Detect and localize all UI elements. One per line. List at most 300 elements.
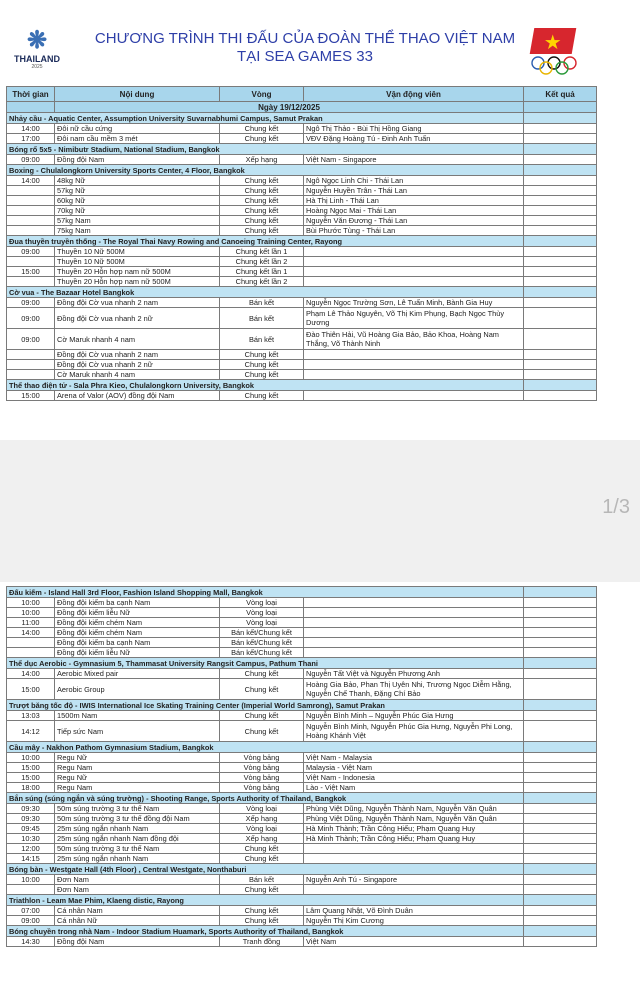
time-cell: 09:00 <box>7 329 55 350</box>
event-cell: Cá nhân Nam <box>55 906 220 916</box>
athletes-cell: Việt Nam - Singapore <box>304 155 524 165</box>
athletes-cell: Việt Nam - Malaysia <box>304 753 524 763</box>
time-cell: 09:00 <box>7 247 55 257</box>
schedule-page-1 <box>0 0 640 440</box>
event-cell: Đồng đội kiếm liễu Nữ <box>55 648 220 658</box>
round-cell: Vòng loại <box>220 608 304 618</box>
result-cell <box>524 176 597 186</box>
time-cell: 10:00 <box>7 598 55 608</box>
athletes-cell <box>304 350 524 360</box>
result-cell <box>524 287 597 298</box>
time-cell: 15:00 <box>7 391 55 401</box>
table-row <box>7 196 597 206</box>
event-cell: Đồng đội kiếm ba cạnh Nam <box>55 598 220 608</box>
time-cell: 15:00 <box>7 267 55 277</box>
venue-label: Cầu mây - Nakhon Pathom Gymnasium Stadium, Bangkok <box>7 742 524 753</box>
venue-label: Thể thao điện tử - Sala Phra Kieo, Chulalongkorn University, Bangkok <box>7 380 524 391</box>
time-cell: 14:00 <box>7 176 55 186</box>
result-cell <box>524 895 597 906</box>
athletes-cell: Ngô Ngọc Linh Chi - Thái Lan <box>304 176 524 186</box>
time-cell <box>7 370 55 380</box>
athletes-cell: Đào Thiên Hải, Vũ Hoàng Gia Bảo, Bảo Khoa, Hoàng Nam Thắng, Võ Thành Ninh <box>304 329 524 350</box>
round-cell: Chung kết <box>220 711 304 721</box>
event-cell: Đồng đội Cờ vua nhanh 2 nam <box>55 350 220 360</box>
time-cell: 11:00 <box>7 618 55 628</box>
time-cell: 15:00 <box>7 763 55 773</box>
event-cell: Cờ Maruk nhanh 4 nam <box>55 370 220 380</box>
venue-row <box>7 380 597 391</box>
event-cell: Đồng đội kiếm ba cạnh Nam <box>55 638 220 648</box>
table-row <box>7 370 597 380</box>
time-cell: 07:00 <box>7 906 55 916</box>
round-cell: Chung kết <box>220 216 304 226</box>
event-cell: Regu Nam <box>55 783 220 793</box>
event-cell: 70kg Nữ <box>55 206 220 216</box>
table-row <box>7 277 597 287</box>
event-cell: 50m súng trường 3 tư thế đồng đội Nam <box>55 814 220 824</box>
time-cell: 14:12 <box>7 721 55 742</box>
result-cell <box>524 814 597 824</box>
result-cell <box>524 844 597 854</box>
round-cell: Chung kết <box>220 196 304 206</box>
time-cell: 14:30 <box>7 937 55 947</box>
result-cell <box>524 598 597 608</box>
table-row <box>7 814 597 824</box>
time-cell <box>7 648 55 658</box>
time-cell: 09:00 <box>7 298 55 308</box>
result-cell <box>524 916 597 926</box>
event-cell: 48kg Nữ <box>55 176 220 186</box>
athletes-cell <box>304 257 524 267</box>
athletes-cell: Nguyễn Tất Việt và Nguyễn Phương Anh <box>304 669 524 679</box>
athletes-cell <box>304 844 524 854</box>
venue-row <box>7 926 597 937</box>
athletes-cell <box>304 628 524 638</box>
table-row <box>7 669 597 679</box>
result-cell <box>524 618 597 628</box>
round-cell: Vòng bảng <box>220 773 304 783</box>
athletes-cell <box>304 391 524 401</box>
event-cell: Đồng đội Cờ vua nhanh 2 nữ <box>55 360 220 370</box>
venue-label: Thể dục Aerobic - Gymnasium 5, Thammasat University Rangsit Campus, Pathum Thani <box>7 658 524 669</box>
event-cell: Đồng đội Nam <box>55 937 220 947</box>
result-cell <box>524 937 597 947</box>
round-cell: Chung kết lần 2 <box>220 277 304 287</box>
result-cell <box>524 608 597 618</box>
column-header: Nội dung <box>55 87 220 102</box>
table-row <box>7 783 597 793</box>
round-cell: Chung kết <box>220 370 304 380</box>
round-cell: Chung kết <box>220 844 304 854</box>
round-cell: Bán kết <box>220 875 304 885</box>
result-cell <box>524 134 597 144</box>
round-cell: Tranh đồng <box>220 937 304 947</box>
event-cell: 60kg Nữ <box>55 196 220 206</box>
day-label: Ngày 19/12/2025 <box>55 102 524 113</box>
time-cell: 09:30 <box>7 814 55 824</box>
table-row <box>7 916 597 926</box>
athletes-cell: Malaysia - Việt Nam <box>304 763 524 773</box>
round-cell: Chung kết <box>220 669 304 679</box>
result-cell <box>524 638 597 648</box>
blank-cell <box>7 102 55 113</box>
result-cell <box>524 391 597 401</box>
athletes-cell: Phạm Lê Thảo Nguyên, Võ Thị Kim Phụng, Bạch Ngọc Thùy Dương <box>304 308 524 329</box>
time-cell <box>7 186 55 196</box>
result-cell <box>524 773 597 783</box>
athletes-cell: Nguyễn Ngọc Trường Sơn, Lê Tuấn Minh, Bành Gia Huy <box>304 298 524 308</box>
result-cell <box>524 804 597 814</box>
thailand-sea-games-logo <box>14 28 60 70</box>
round-cell: Chung kết <box>220 906 304 916</box>
table-row <box>7 875 597 885</box>
result-cell <box>524 267 597 277</box>
venue-row <box>7 742 597 753</box>
venue-row <box>7 700 597 711</box>
round-cell: Vòng bảng <box>220 783 304 793</box>
round-cell: Chung kết <box>220 226 304 236</box>
table-row <box>7 298 597 308</box>
result-cell <box>524 155 597 165</box>
column-header: Thời gian <box>7 87 55 102</box>
athletes-cell <box>304 648 524 658</box>
round-cell: Chung kết <box>220 124 304 134</box>
result-cell <box>524 834 597 844</box>
athletes-cell: Hà Minh Thành; Trần Công Hiếu; Phạm Quang Huy <box>304 824 524 834</box>
venue-row <box>7 658 597 669</box>
result-cell <box>524 196 597 206</box>
event-cell: Arena of Valor (AOV) đồng đội Nam <box>55 391 220 401</box>
athletes-cell <box>304 370 524 380</box>
table-row <box>7 834 597 844</box>
event-cell: Regu Nam <box>55 763 220 773</box>
round-cell: Chung kết lần 1 <box>220 247 304 257</box>
event-cell: Aerobic Mixed pair <box>55 669 220 679</box>
athletes-cell <box>304 277 524 287</box>
athletes-cell: Nguyễn Bình Minh – Nguyễn Phúc Gia Hưng <box>304 711 524 721</box>
round-cell: Chung kết <box>220 885 304 895</box>
table-row <box>7 628 597 638</box>
round-cell: Chung kết <box>220 916 304 926</box>
round-cell: Chung kết <box>220 176 304 186</box>
time-cell <box>7 638 55 648</box>
result-cell <box>524 742 597 753</box>
table-row <box>7 885 597 895</box>
result-cell <box>524 206 597 216</box>
athletes-cell <box>304 360 524 370</box>
table-row <box>7 329 597 350</box>
round-cell: Xếp hạng <box>220 834 304 844</box>
table-row <box>7 598 597 608</box>
result-cell <box>524 753 597 763</box>
result-cell <box>524 854 597 864</box>
result-cell <box>524 247 597 257</box>
table-row <box>7 176 597 186</box>
table-row <box>7 134 597 144</box>
round-cell: Chung kết <box>220 679 304 700</box>
round-cell: Vòng bảng <box>220 753 304 763</box>
result-cell <box>524 216 597 226</box>
vietnam-flag-icon <box>530 28 577 54</box>
time-cell: 14:00 <box>7 124 55 134</box>
round-cell: Xếp hạng <box>220 155 304 165</box>
athletes-cell: Việt Nam - Indonesia <box>304 773 524 783</box>
table-row <box>7 308 597 329</box>
table-row <box>7 638 597 648</box>
event-cell: Cờ Maruk nhanh 4 nam <box>55 329 220 350</box>
event-cell: Aerobic Group <box>55 679 220 700</box>
time-cell: 09:00 <box>7 308 55 329</box>
venue-row <box>7 287 597 298</box>
result-cell <box>524 277 597 287</box>
time-cell: 14:15 <box>7 854 55 864</box>
time-cell: 18:00 <box>7 783 55 793</box>
athletes-cell <box>304 638 524 648</box>
event-cell: 50m súng trường 3 tư thế Nam <box>55 844 220 854</box>
result-cell <box>524 679 597 700</box>
time-cell <box>7 360 55 370</box>
document-title <box>70 30 540 66</box>
venue-label: Triathlon - Leam Mae Phim, Klaeng distic, Rayong <box>7 895 524 906</box>
event-cell: Đồng đội kiếm chém Nam <box>55 618 220 628</box>
time-cell: 09:00 <box>7 155 55 165</box>
venue-row <box>7 165 597 176</box>
result-cell <box>524 124 597 134</box>
round-cell: Chung kết <box>220 854 304 864</box>
result-cell <box>524 144 597 155</box>
time-cell <box>7 257 55 267</box>
time-cell: 09:30 <box>7 804 55 814</box>
result-cell <box>524 669 597 679</box>
result-cell <box>524 885 597 895</box>
event-cell: Regu Nữ <box>55 753 220 763</box>
result-cell <box>524 236 597 247</box>
result-cell <box>524 711 597 721</box>
table-row <box>7 844 597 854</box>
event-cell: 25m súng ngắn nhanh Nam <box>55 854 220 864</box>
result-cell <box>524 370 597 380</box>
table-row <box>7 206 597 216</box>
athletes-cell: Phùng Việt Dũng, Nguyễn Thành Nam, Nguyễn Văn Quân <box>304 804 524 814</box>
time-cell: 17:00 <box>7 134 55 144</box>
time-cell <box>7 206 55 216</box>
athletes-cell: Ngô Thị Thảo - Bùi Thị Hồng Giang <box>304 124 524 134</box>
result-cell <box>524 226 597 236</box>
event-cell: Đôi nữ cầu cứng <box>55 124 220 134</box>
athletes-cell: Nguyễn Huyền Trân - Thái Lan <box>304 186 524 196</box>
athletes-cell <box>304 267 524 277</box>
venue-row <box>7 236 597 247</box>
table-row <box>7 267 597 277</box>
time-cell: 13:03 <box>7 711 55 721</box>
venue-row <box>7 144 597 155</box>
time-cell: 14:00 <box>7 669 55 679</box>
result-cell <box>524 257 597 267</box>
result-cell <box>524 350 597 360</box>
athletes-cell: Nguyễn Bình Minh, Nguyễn Phúc Gia Hưng, Nguyễn Phi Long, Hoàng Khánh Việt <box>304 721 524 742</box>
result-cell <box>524 628 597 638</box>
event-cell: 75kg Nam <box>55 226 220 236</box>
venue-label: Trượt băng tốc độ - IWIS International Ice Skating Training Center (Imperial World Samrong), Samut Prakan <box>7 700 524 711</box>
venue-label: Bóng rổ 5x5 - Nimibutr Stadium, National Stadium, Bangkok <box>7 144 524 155</box>
table-row <box>7 721 597 742</box>
table-row <box>7 773 597 783</box>
table-row <box>7 186 597 196</box>
venue-label: Nhảy cầu - Aquatic Center, Assumption University Suvarnabhumi Campus, Samut Prakan <box>7 113 524 124</box>
athletes-cell: Nguyễn Văn Đương - Thái Lan <box>304 216 524 226</box>
table-row <box>7 350 597 360</box>
column-header: Kết quả <box>524 87 597 102</box>
time-cell: 12:00 <box>7 844 55 854</box>
schedule-table-2 <box>6 586 597 947</box>
round-cell: Chung kết lần 1 <box>220 267 304 277</box>
round-cell: Chung kết <box>220 186 304 196</box>
round-cell: Chung kết <box>220 350 304 360</box>
time-cell: 10:00 <box>7 875 55 885</box>
athletes-cell: Phùng Việt Dũng, Nguyễn Thành Nam, Nguyễn Văn Quân <box>304 814 524 824</box>
result-cell <box>524 587 597 598</box>
table-row <box>7 804 597 814</box>
round-cell: Vòng bảng <box>220 763 304 773</box>
table-row <box>7 854 597 864</box>
table-row <box>7 216 597 226</box>
athletes-cell <box>304 618 524 628</box>
result-cell <box>524 380 597 391</box>
result-cell <box>524 864 597 875</box>
athletes-cell: Hoàng Gia Bảo, Phan Thị Uyên Nhi, Trương Ngọc Diễm Hằng, Nguyễn Chế Thanh, Đặng Chí Bảo <box>304 679 524 700</box>
round-cell: Bán kết/Chung kết <box>220 638 304 648</box>
result-cell <box>524 658 597 669</box>
logo-text: THAILAND <box>14 54 60 64</box>
round-cell: Vòng loại <box>220 598 304 608</box>
round-cell: Chung kết <box>220 391 304 401</box>
venue-label: Cờ vua - The Bazaar Hotel Bangkok <box>7 287 524 298</box>
round-cell: Vòng loại <box>220 804 304 814</box>
round-cell: Chung kết lần 2 <box>220 257 304 267</box>
venue-row <box>7 587 597 598</box>
event-cell: Đơn Nam <box>55 875 220 885</box>
event-cell: Regu Nữ <box>55 773 220 783</box>
time-cell: 15:00 <box>7 679 55 700</box>
result-cell <box>524 875 597 885</box>
table-row <box>7 648 597 658</box>
event-cell: Thuyền 20 Hỗn hợp nam nữ 500M <box>55 277 220 287</box>
table-row <box>7 763 597 773</box>
athletes-cell <box>304 598 524 608</box>
result-cell <box>524 165 597 176</box>
time-cell: 10:00 <box>7 608 55 618</box>
venue-row <box>7 793 597 804</box>
time-cell: 15:00 <box>7 773 55 783</box>
title-line-2: TẠI SEA GAMES 33 <box>237 48 373 65</box>
page-number: 1/3 <box>602 496 630 518</box>
round-cell: Bán kết <box>220 329 304 350</box>
athletes-cell: Nguyễn Anh Tú - Singapore <box>304 875 524 885</box>
table-row <box>7 711 597 721</box>
venue-row <box>7 864 597 875</box>
athletes-cell: VĐV Đặng Hoàng Tú - Đinh Anh Tuấn <box>304 134 524 144</box>
result-cell <box>524 329 597 350</box>
athletes-cell <box>304 608 524 618</box>
time-cell <box>7 277 55 287</box>
round-cell: Vòng loại <box>220 824 304 834</box>
time-cell: 09:45 <box>7 824 55 834</box>
athletes-cell: Việt Nam <box>304 937 524 947</box>
event-cell: Đơn Nam <box>55 885 220 895</box>
venue-label: Bóng chuyền trong nhà Nam - Indoor Stadium Huamark, Sports Authority of Thailand, Bangkok <box>7 926 524 937</box>
time-cell <box>7 196 55 206</box>
star-icon: ★ <box>543 32 562 54</box>
venue-label: Đấu kiếm - Island Hall 3rd Floor, Fashion Island Shopping Mall, Bangkok <box>7 587 524 598</box>
round-cell: Bán kết <box>220 308 304 329</box>
round-cell: Bán kết/Chung kết <box>220 648 304 658</box>
table-row <box>7 391 597 401</box>
event-cell: Đồng đội Cờ vua nhanh 2 nữ <box>55 308 220 329</box>
time-cell <box>7 885 55 895</box>
athletes-cell: Hà Thị Linh - Thái Lan <box>304 196 524 206</box>
event-cell: Đồng đội kiếm chém Nam <box>55 628 220 638</box>
table-row <box>7 618 597 628</box>
round-cell: Chung kết <box>220 206 304 216</box>
event-cell: Cá nhân Nữ <box>55 916 220 926</box>
result-cell <box>524 793 597 804</box>
schedule-table-1 <box>6 86 597 401</box>
round-cell: Chung kết <box>220 360 304 370</box>
time-cell <box>7 350 55 360</box>
result-cell <box>524 906 597 916</box>
round-cell: Bán kết/Chung kết <box>220 628 304 638</box>
result-cell <box>524 721 597 742</box>
round-cell: Vòng loại <box>220 618 304 628</box>
table-row <box>7 753 597 763</box>
event-cell: Đôi nam cầu mềm 3 mét <box>55 134 220 144</box>
venue-label: Đua thuyền truyền thống - The Royal Thai Navy Rowing and Canoeing Training Center, Rayong <box>7 236 524 247</box>
event-cell: 1500m Nam <box>55 711 220 721</box>
athletes-cell: Hoàng Ngọc Mai - Thái Lan <box>304 206 524 216</box>
round-cell: Chung kết <box>220 134 304 144</box>
event-cell: Đồng đội Nam <box>55 155 220 165</box>
logo-year: 2025 <box>31 64 43 70</box>
event-cell: Đồng đội Cờ vua nhanh 2 nam <box>55 298 220 308</box>
blank-cell <box>524 102 597 113</box>
title-line-1: CHƯƠNG TRÌNH THI ĐẤU CỦA ĐOÀN THỂ THAO VIỆT NAM <box>94 30 516 47</box>
event-cell: Đồng đội kiếm liễu Nữ <box>55 608 220 618</box>
result-cell <box>524 360 597 370</box>
round-cell: Chung kết <box>220 721 304 742</box>
result-cell <box>524 783 597 793</box>
event-cell: 50m súng trường 3 tư thế Nam <box>55 804 220 814</box>
athletes-cell <box>304 885 524 895</box>
table-row <box>7 124 597 134</box>
table-header-row <box>7 87 597 102</box>
event-cell: 25m súng ngắn nhanh Nam <box>55 824 220 834</box>
athletes-cell: Hà Minh Thành; Trần Công Hiếu; Phạm Quang Huy <box>304 834 524 844</box>
event-cell: 57kg Nữ <box>55 186 220 196</box>
event-cell: Thuyền 10 Nữ 500M <box>55 247 220 257</box>
schedule-page-2 <box>0 582 640 998</box>
venue-label: Boxing - Chulalongkorn University Sports Center, 4 Floor, Bangkok <box>7 165 524 176</box>
result-cell <box>524 298 597 308</box>
time-cell: 10:30 <box>7 834 55 844</box>
vietnam-olympic-logo <box>528 28 580 76</box>
table-row <box>7 937 597 947</box>
event-cell: Tiếp sức Nam <box>55 721 220 742</box>
result-cell <box>524 648 597 658</box>
table-row <box>7 257 597 267</box>
event-cell: Thuyền 10 Nữ 500M <box>55 257 220 267</box>
event-cell: 57kg Nam <box>55 216 220 226</box>
event-cell: 25m súng ngắn nhanh Nam đồng đội <box>55 834 220 844</box>
